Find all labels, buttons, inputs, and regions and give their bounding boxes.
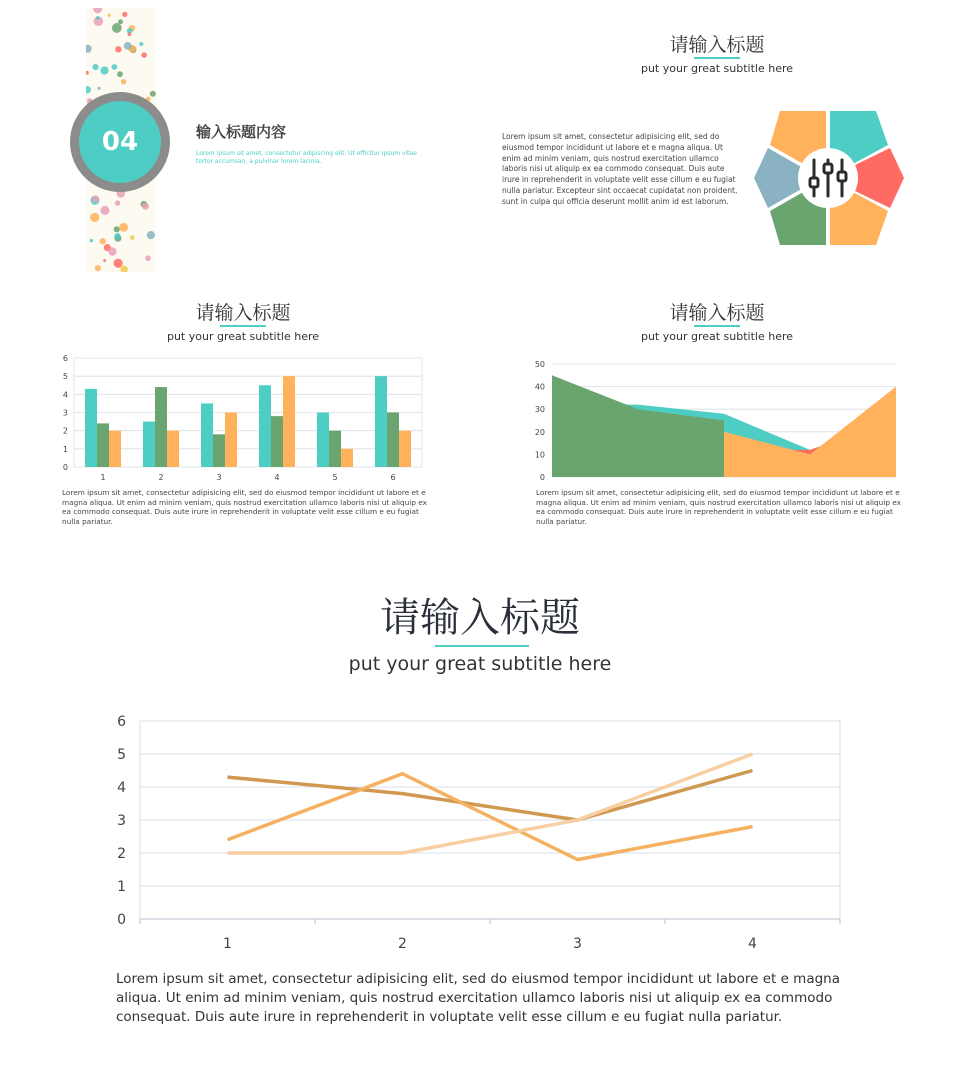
section3-title-underline <box>220 325 266 327</box>
section2-title: 请输入标题 <box>669 34 765 56</box>
bar <box>387 413 399 468</box>
floral-dot <box>92 196 99 203</box>
section2-title-underline <box>694 57 740 59</box>
line-y-tick: 3 <box>117 813 126 829</box>
section2-body: Lorem ipsum sit amet, consectetur adipisicing elit, sed do eiusmod tempor incididunt ut labore et e magna aliqua. Ut enim ad minim veniam, quis nostrud exercitation ullamco laboris nisi ut aliquip ex ea commodo consequat. Duis aute irure in reprehenderit in voluptate velit esse cillum e eu fugiat nulla pariatur. Excepteur sint occaecat cupidatat non proident, sunt in culpa qui officia deserunt mollit anim id est laborum. <box>502 132 738 206</box>
line-x-tick: 3 <box>573 936 582 952</box>
section4-subtitle: put your great subtitle here <box>640 330 794 343</box>
badge <box>70 92 170 192</box>
line-y-tick: 5 <box>117 747 126 763</box>
badge-number: 04 <box>101 127 139 157</box>
floral-dot <box>139 42 143 46</box>
floral-dot <box>145 255 151 261</box>
bar-x-tick: 3 <box>216 473 222 482</box>
bar <box>283 376 295 467</box>
floral-dot <box>114 233 120 239</box>
floral-dot <box>90 213 99 222</box>
bar <box>259 385 271 467</box>
section3-subtitle: put your great subtitle here <box>166 330 320 343</box>
bar-y-tick: 0 <box>62 463 68 472</box>
bar <box>213 434 225 467</box>
floral-dot <box>103 259 106 262</box>
bar <box>271 416 283 467</box>
section5-title: 请输入标题 <box>380 595 580 641</box>
sliders-icon <box>810 160 846 196</box>
floral-dot <box>124 42 132 50</box>
floral-dot <box>108 247 116 255</box>
floral-dot <box>112 23 122 33</box>
floral-dot <box>93 8 102 13</box>
floral-dot <box>111 64 117 70</box>
floral-dot <box>119 223 128 232</box>
floral-dot <box>100 66 108 74</box>
floral-dot <box>147 231 155 239</box>
area-y-tick: 0 <box>539 473 545 482</box>
area-y-tick: 50 <box>534 360 545 369</box>
area-y-tick: 20 <box>534 427 545 437</box>
floral-dot <box>141 52 146 57</box>
line-x-tick: 2 <box>398 936 407 952</box>
line-y-tick: 6 <box>117 714 126 730</box>
bar-x-tick: 2 <box>158 473 164 482</box>
bar <box>143 422 155 467</box>
floral-dot <box>100 206 109 215</box>
bar-y-tick: 1 <box>62 444 68 454</box>
floral-dot <box>95 265 101 271</box>
line-x-tick: 1 <box>223 936 232 952</box>
floral-dot <box>130 235 135 240</box>
bar <box>109 431 121 467</box>
area-y-tick: 40 <box>534 382 545 392</box>
hexagon-graphic <box>752 108 906 248</box>
bar <box>375 376 387 467</box>
section2-subtitle: put your great subtitle here <box>640 62 794 75</box>
bar-y-tick: 2 <box>62 426 68 436</box>
line-y-tick: 0 <box>117 912 126 928</box>
bar-y-tick: 4 <box>62 390 68 400</box>
floral-dot <box>121 79 126 84</box>
floral-dot <box>142 203 149 210</box>
line-y-tick: 4 <box>117 780 126 796</box>
area-chart <box>528 356 900 484</box>
section5-title-underline <box>435 645 529 647</box>
area-y-tick: 10 <box>534 450 545 460</box>
line-chart <box>100 708 860 958</box>
section1-small-text: Lorem ipsum sit amet, consectetur adipiscing elit. Ut efficitur ipsum vitae tortor accumsan, a pulvinar lorem lacinia. <box>196 150 417 165</box>
line-series <box>228 771 753 821</box>
bar <box>97 423 109 467</box>
bar-y-tick: 6 <box>62 354 68 363</box>
section5-body: Lorem ipsum sit amet, consectetur adipisicing elit, sed do eiusmod tempor incididunt ut labore et e magna aliqua. Ut enim ad minim veniam, quis nostrud exercitation ullamco laboris nisi ut aliquip ex ea commodo consequat. Duis aute irure in reprehenderit in voluptate velit esse cillum e eu fugiat nulla pariatur. <box>116 971 841 1025</box>
bar <box>167 431 179 467</box>
floral-dot <box>115 46 121 52</box>
bar <box>399 431 411 467</box>
floral-dot <box>113 259 122 268</box>
bar-y-tick: 3 <box>62 408 68 418</box>
floral-dot <box>92 64 98 70</box>
bar <box>225 413 237 468</box>
bar <box>317 413 329 468</box>
bar <box>201 403 213 467</box>
line-y-tick: 1 <box>117 879 126 895</box>
area-series <box>552 375 724 477</box>
bar <box>341 449 353 467</box>
line-y-tick: 2 <box>117 846 126 862</box>
bar-x-tick: 6 <box>390 473 396 482</box>
bar <box>329 431 341 467</box>
section4-title: 请输入标题 <box>669 302 765 324</box>
floral-dot <box>122 12 127 17</box>
floral-dot <box>115 200 120 205</box>
floral-dot <box>100 238 106 244</box>
bar-x-tick: 4 <box>274 473 280 482</box>
area-y-tick: 30 <box>534 405 545 415</box>
floral-dot <box>90 239 94 243</box>
floral-dot <box>120 266 127 272</box>
floral-dot <box>107 14 110 17</box>
bar-chart <box>56 352 428 486</box>
floral-dot <box>96 16 100 20</box>
floral-dot <box>114 226 120 232</box>
floral-dot <box>86 45 92 53</box>
floral-dot <box>128 32 132 36</box>
line-series <box>228 754 753 853</box>
bar <box>85 389 97 467</box>
bar-y-tick: 5 <box>62 372 68 382</box>
bar-x-tick: 1 <box>100 473 106 482</box>
section4-title-underline <box>694 325 740 327</box>
line-x-tick: 4 <box>748 936 757 952</box>
section1-heading: 输入标题内容 <box>196 123 287 141</box>
bar-x-tick: 5 <box>332 473 338 482</box>
section5-subtitle: put your great subtitle here <box>348 653 612 675</box>
floral-dot <box>97 87 100 90</box>
floral-dot <box>86 71 89 75</box>
section3-body: Lorem ipsum sit amet, consectetur adipisicing elit, sed do eiusmod tempor incididunt ut labore et e magna aliqua. Ut enim ad minim veniam, quis nostrud exercitation ullamco laboris nisi ut aliquip ex ea commodo consequat. Duis aute irure in reprehenderit in voluptate velit esse cillum e eu fugiat nulla pariatur. <box>62 488 427 526</box>
section4-body: Lorem ipsum sit amet, consectetur adipisicing elit, sed do eiusmod tempor incididunt ut labore et e magna aliqua. Ut enim ad minim veniam, quis nostrud exercitation ullamco laboris nisi ut aliquip ex ea commodo consequat. Duis aute irure in reprehenderit in voluptate velit esse cillum e eu fugiat nulla pariatur. <box>536 488 901 526</box>
section3-title: 请输入标题 <box>195 302 291 324</box>
bar <box>155 387 167 467</box>
floral-dot <box>117 71 123 77</box>
